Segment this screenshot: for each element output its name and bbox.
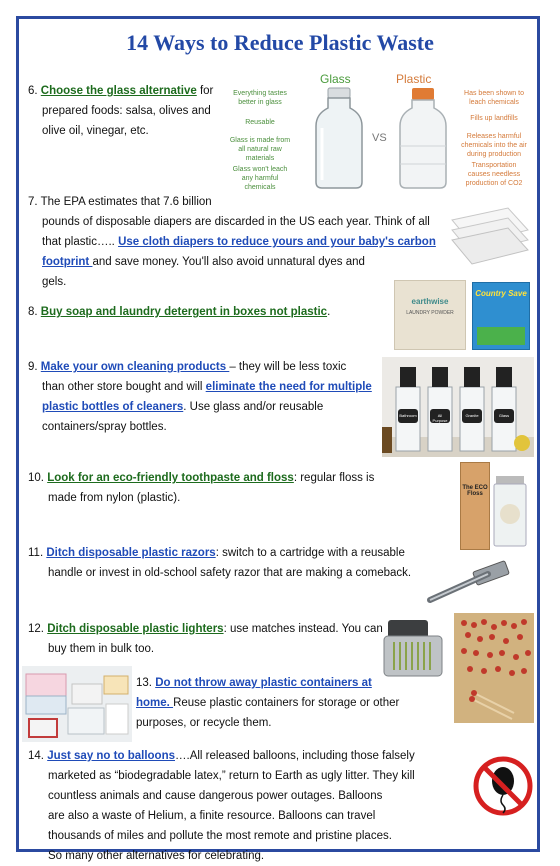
floss-jar-image <box>492 476 528 548</box>
item-text: : switch to a cartridge with a reusable <box>215 547 405 559</box>
item-number: 13. <box>136 677 156 689</box>
item-number: 10. <box>28 472 48 484</box>
cloth-diapers-image <box>448 200 532 266</box>
glass-point: Reusable <box>245 119 275 126</box>
floss-label: The ECO Floss <box>462 485 488 497</box>
ditch-razors-link[interactable]: Ditch disposable plastic razors <box>46 547 216 559</box>
choose-glass-link[interactable]: Choose the glass alternative <box>40 85 197 97</box>
eco-floss-box-image <box>460 462 490 550</box>
item-text: thousands of miles and pollute the most remote and pristine places. <box>48 830 392 842</box>
item-text: handle or invest in old-school safety razor that are making a comeback. <box>48 567 412 579</box>
item-text: pounds of disposable diapers are discarded in the US each year. Think of all <box>42 216 430 228</box>
eliminate-bottles-link-cont[interactable]: plastic bottles of cleaners <box>42 401 184 413</box>
bottle-label: Glass <box>498 413 510 418</box>
item-10 <box>28 468 408 508</box>
item-number: 9. <box>28 361 41 373</box>
item-text: So many other alternatives for celebrating. <box>48 850 265 862</box>
glass-vs-plastic-figure <box>228 72 528 194</box>
country-save-label: Country Save <box>475 289 527 298</box>
item-number: 14. <box>28 750 48 762</box>
page-title: 14 Ways to Reduce Plastic Waste <box>126 30 434 55</box>
make-cleaning-products-link[interactable]: Make your own cleaning products <box>40 361 230 373</box>
matches-bundle-image <box>454 613 534 723</box>
item-text: prepared foods: salsa, olives and <box>42 105 211 117</box>
bottle-label: Bathroom <box>399 413 417 418</box>
item-text: Reuse plastic containers for storage or other <box>173 697 400 709</box>
item-text: purposes, or recycle them. <box>136 717 272 729</box>
item-text: than other store bought and will <box>42 381 206 393</box>
bottle-label: Granite <box>465 413 479 418</box>
item-6 <box>28 81 228 141</box>
item-text: buy them in bulk too. <box>48 643 155 655</box>
item-13 <box>136 673 426 733</box>
item-text: ….All released balloons, including those falsely <box>175 750 415 762</box>
item-text: . <box>327 306 331 318</box>
item-text: olive oil, vinegar, etc. <box>42 125 149 137</box>
safety-razor-image <box>422 552 526 608</box>
item-text: and save money. You'll also avoid unnatural dyes and <box>92 256 365 268</box>
spray-bottles-image <box>382 357 534 457</box>
cloth-diapers-link-cont[interactable]: footprint <box>42 256 93 268</box>
item-12 <box>28 619 388 659</box>
laundry-label: LAUNDRY POWDER <box>406 310 454 316</box>
earthwise-label: earthwise <box>411 297 449 306</box>
cloth-diapers-link[interactable]: Use cloth diapers to reduce yours and your baby's carbon <box>118 236 436 248</box>
glass-point: Glass is made from all natural raw materials <box>229 137 291 162</box>
earthwise-box-image <box>394 280 466 350</box>
item-text: : regular floss is <box>293 472 375 484</box>
item-text: made from nylon (plastic). <box>48 492 181 504</box>
glass-point: Everything tastes better in glass <box>233 90 287 106</box>
item-8 <box>28 302 388 322</box>
item-text: countless animals and cause dangerous power outages. Balloons <box>48 790 383 802</box>
item-text: – they will be less toxic <box>229 361 347 373</box>
bottle-label: All Purpose <box>432 413 448 423</box>
item-text: : use matches instead. You can <box>223 623 383 635</box>
plastic-point: Has been shown to leach chemicals <box>464 90 524 106</box>
item-number: 8. <box>28 306 41 318</box>
item-9 <box>28 357 378 437</box>
no-balloons-link[interactable]: Just say no to balloons <box>47 750 175 762</box>
eliminate-bottles-link[interactable]: eliminate the need for multiple <box>205 381 372 393</box>
match-tin-image <box>380 618 446 680</box>
plastic-containers-image <box>22 666 132 742</box>
glass-bottle-icon <box>308 86 370 190</box>
ditch-lighters-link[interactable]: Ditch disposable plastic lighters <box>47 623 224 635</box>
item-text: containers/spray bottles. <box>42 421 167 433</box>
vs-label: VS <box>372 132 387 144</box>
no-balloons-icon <box>472 755 534 817</box>
country-save-box-image <box>472 282 530 350</box>
plastic-point: Transportation causes needless production of CO2 <box>465 162 523 187</box>
item-text: for <box>196 85 214 97</box>
item-14 <box>28 746 468 866</box>
item-text: . Use glass and/or reusable <box>183 401 324 413</box>
item-number: 6. <box>28 85 41 97</box>
item-7 <box>28 192 448 292</box>
item-text: that plastic….. <box>42 236 119 248</box>
glass-heading: Glass <box>320 72 351 86</box>
plastic-heading: Plastic <box>396 72 432 86</box>
item-number: 12. <box>28 623 48 635</box>
item-text: gels. <box>42 276 67 288</box>
item-11 <box>28 543 428 583</box>
plastic-bottle-icon <box>392 86 454 190</box>
plastic-point: Fills up landfills <box>470 115 518 122</box>
item-text: 7. The EPA estimates that 7.6 billion <box>28 196 212 208</box>
item-text: are also a waste of Helium, a finite resource. Balloons can travel <box>48 810 376 822</box>
reuse-containers-link-cont[interactable]: home. <box>136 697 174 709</box>
reuse-containers-link[interactable]: Do not throw away plastic containers at <box>155 677 372 689</box>
soap-boxes-link[interactable]: Buy soap and laundry detergent in boxes not plastic <box>40 306 328 318</box>
item-number: 11. <box>28 547 47 559</box>
plastic-point: Releases harmful chemicals into the air during production <box>461 133 527 158</box>
glass-point: Glass won't leach any harmful chemicals <box>232 166 288 191</box>
eco-toothpaste-link[interactable]: Look for an eco-friendly toothpaste and floss <box>47 472 294 484</box>
item-text: marketed as “biodegradable latex,” return to Earth as ugly litter. They kill <box>48 770 415 782</box>
